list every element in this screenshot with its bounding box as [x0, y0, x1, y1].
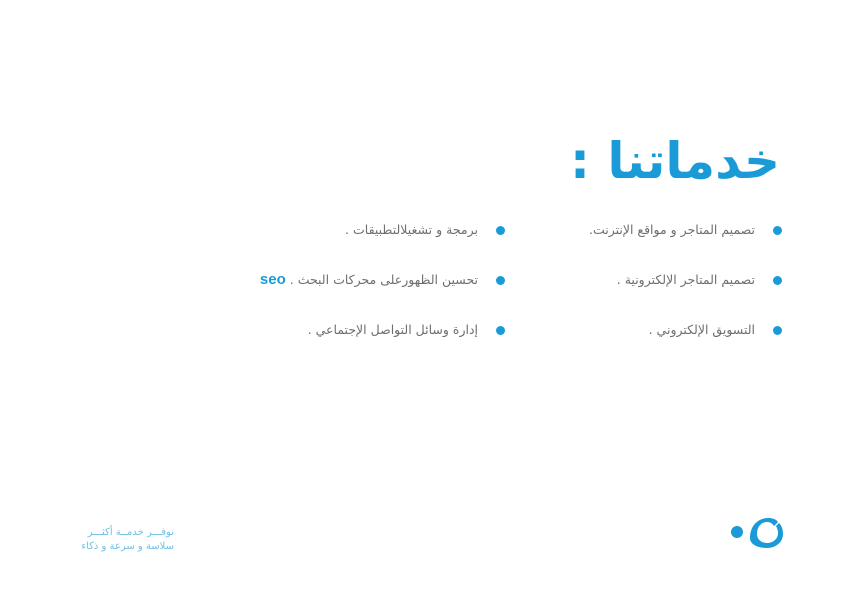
service-label: تحسين الظهورعلى محركات البحث . — [289, 271, 478, 287]
service-label: تصميم المتاجر الإلكترونية . — [616, 271, 755, 287]
page-title: خدماتنا : — [569, 132, 780, 190]
tagline-line-1: نوفـــر خدمــة أكثـــر — [87, 527, 174, 538]
bullet-icon — [496, 276, 505, 285]
bullet-icon — [773, 276, 782, 285]
bullet-icon — [773, 326, 782, 335]
service-label: إدارة وسائل التواصل الإجتماعي . — [307, 321, 478, 337]
tagline-line-2: سلاسة و سرعة و ذكاء — [81, 541, 174, 552]
service-item — [542, 216, 782, 242]
service-item — [542, 316, 782, 342]
services-list-right — [542, 216, 782, 366]
service-label: برمجة و تشغيلالتطبيقات . — [345, 221, 478, 237]
bullet-icon — [496, 226, 505, 235]
tagline — [82, 526, 174, 554]
services-list-left — [245, 216, 505, 366]
service-item — [245, 216, 505, 242]
service-item — [245, 266, 505, 292]
service-label: تصميم المتاجر و مواقع الإنترنت. — [588, 221, 755, 237]
service-label: التسويق الإلكتروني . — [648, 321, 755, 337]
seo-highlight: seo — [259, 270, 286, 288]
bullet-icon — [496, 326, 505, 335]
bullet-icon — [773, 226, 782, 235]
service-item — [245, 316, 505, 342]
brand-logo-icon — [726, 508, 786, 552]
service-item — [542, 266, 782, 292]
